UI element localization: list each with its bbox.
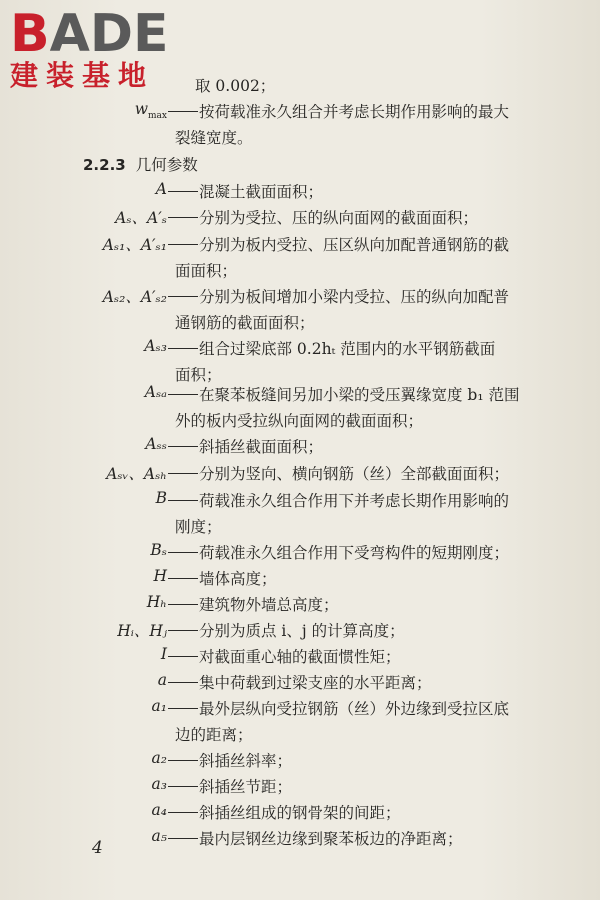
definition-continuation: 外的板内受拉纵向面网的截面面积； [175,412,424,430]
definition-symbol: Hᵢ、Hⱼ [117,622,167,640]
definition-dash [168,838,198,839]
definition-continuation: 面积； [175,366,222,384]
definition-dash [168,500,198,501]
definition-symbol: a₁ [151,697,167,715]
definition-dash [168,191,198,192]
definition-text: 斜插丝组成的钢骨架的间距； [199,804,401,822]
definition-symbol: Aₛ₃ [144,337,167,355]
bade-logo [10,6,180,92]
section-heading [83,153,198,175]
definition-symbol: Bₛ [150,541,167,559]
definition-symbol: Aₛᵥ、Aₛₕ [106,465,167,483]
definition-symbol: Aₛ、A′ₛ [115,209,167,227]
continuation-line: 取 0.002； [195,77,276,95]
definition-dash [168,473,198,474]
definition-symbol: a [157,671,167,689]
definition-symbol: Aₛₛ [145,435,167,453]
definition-symbol: a₅ [151,827,167,845]
definition-text: 在聚苯板缝间另加小梁的受压翼缘宽度 b₁ 范围 [199,386,520,404]
logo-subtitle: 建装基地 [10,59,155,92]
definition-text: 对截面重心轴的截面惯性矩； [199,648,401,666]
page-number: 4 [92,838,103,858]
definition-symbol: I [160,645,167,663]
definition-continuation: 裂缝宽度。 [175,129,253,147]
definition-dash [168,812,198,813]
definition-dash [168,394,198,395]
definition-text: 混凝土截面面积； [199,183,324,201]
definition-symbol: a₄ [151,801,167,819]
definition-continuation: 面面积； [175,262,238,280]
definition-dash [168,217,198,218]
definition-dash [168,786,198,787]
definition-symbol: Aₛ₁、A′ₛ₁ [102,236,167,254]
section-title: 几何参数 [135,156,198,174]
definition-text: 组合过梁底部 0.2hₜ 范围内的水平钢筋截面 [199,340,496,358]
definition-continuation: 通钢筋的截面面积； [175,314,315,332]
definition-text: 最外层纵向受拉钢筋（丝）外边缘到受拉区底 [199,700,510,718]
definition-text: 分别为质点 i、j 的计算高度； [199,622,405,640]
definition-dash [168,604,198,605]
definition-symbol: Hₕ [146,593,167,611]
definition-dash [168,760,198,761]
definition-text: 分别为受拉、压的纵向面网的截面面积； [199,209,479,227]
definition-text: 建筑物外墙总高度； [199,596,339,614]
definition-symbol: A [155,180,167,198]
definition-dash [168,552,198,553]
definition-dash [168,296,198,297]
definition-text: 分别为板间增加小梁内受拉、压的纵向加配普 [199,288,510,306]
definition-dash [168,446,198,447]
definition-text: 分别为竖向、横向钢筋（丝）全部截面面积； [199,465,510,483]
definition-dash [168,708,198,709]
definition-symbol: B [155,489,167,507]
definition-dash [168,111,198,112]
definition-text: 斜插丝截面面积； [199,438,324,456]
definition-text: 墙体高度； [199,570,277,588]
definition-text: 荷载准永久组合作用下并考虑长期作用影响的 [199,492,510,510]
definition-symbol: Aₛₐ [144,383,167,401]
symbol-wmax: $w_{max}$ [134,100,167,122]
definition-continuation: 边的距离； [175,726,253,744]
definition-symbol: a₃ [151,775,167,793]
definition-dash [168,682,198,683]
definition-dash [168,630,198,631]
section-number: 2.2.3 [83,156,126,174]
definition-dash [168,244,198,245]
definition-continuation: 刚度； [175,518,222,536]
definition-text: 分别为板内受拉、压区纵向加配普通钢筋的截 [199,236,510,254]
definition-dash [168,656,198,657]
definition-text: 荷载准永久组合作用下受弯构件的短期刚度； [199,544,510,562]
definition-text: 斜插丝节距； [199,778,293,796]
logo-wordmark: BADE [10,4,169,64]
definition-text: 按荷载准永久组合并考虑长期作用影响的最大 [199,103,510,121]
definition-symbol: Aₛ₂、A′ₛ₂ [102,288,167,306]
definition-text: 斜插丝斜率； [199,752,293,770]
definition-text: 集中荷载到过梁支座的水平距离； [199,674,432,692]
definition-dash [168,348,198,349]
definition-symbol: a₂ [151,749,167,767]
definition-dash [168,578,198,579]
definition-symbol: H [153,567,167,585]
definition-text: 最内层钢丝边缘到聚苯板边的净距离； [199,830,463,848]
